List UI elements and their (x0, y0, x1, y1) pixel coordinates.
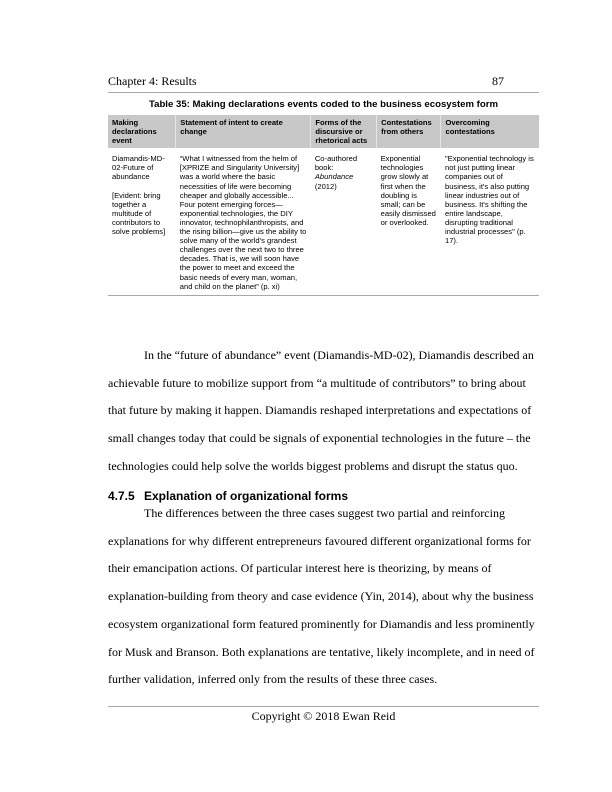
section-title: Explanation of organizational forms (144, 489, 349, 503)
column-header-forms: Forms of the discursive or rhetorical acts (311, 115, 377, 148)
event-note: [Evident: bring together a multitude of contributors to solve problems] (112, 190, 166, 236)
forms-book-title: Abundance (314, 172, 354, 182)
paragraph-line: explanations for why different entrepreneurs favoured different organizational forms for (108, 533, 531, 548)
paragraph-organizational-forms (108, 500, 540, 694)
table-header-row (108, 115, 539, 148)
paragraph-line: In the “future of abundance” event (Diamandis-MD-02), Diamandis described an (144, 348, 534, 362)
coding-table (108, 115, 539, 296)
paragraph-line: further validation, inferred only from the results of these three cases. (108, 672, 438, 687)
forms-prefix: Co-authored book: (314, 154, 358, 173)
paragraph-line: ecosystem organizational form featured prominently for Diamandis and less prominently (108, 616, 535, 631)
paragraph-line: technologies could help solve the worlds biggest problems and disrupt the status quo. (108, 458, 518, 473)
cell-event (108, 148, 176, 295)
paragraph-line: explanation-building from theory and case evidence (Yin, 2014), about why the business (108, 589, 534, 604)
paragraph-line: The differences between the three cases suggest two partial and reinforcing (144, 506, 505, 520)
copyright-footer: Copyright © 2018 Ewan Reid (251, 709, 396, 723)
event-id: Diamandis-MD-02-Future of abundance (112, 154, 165, 182)
cell-forms (311, 148, 377, 295)
column-header-overcoming: Overcoming contestations (441, 115, 539, 148)
paragraph-future-of-abundance (108, 342, 540, 481)
paragraph-line: small changes today that could be signals of exponential technologies in the future – the (108, 431, 531, 446)
table-row (108, 148, 539, 295)
paragraph-line: for Musk and Branson. Both explanations are tentative, likely incomplete, and in need of (108, 644, 535, 659)
column-header-contestations: Contestations from others (377, 115, 441, 148)
footer-rule (108, 706, 539, 707)
section-number: 4.7.5 (108, 489, 135, 503)
paragraph-line: that future by making it happen. Diamandis reshaped interpretations and expectations of (108, 403, 532, 418)
cell-overcoming: "Exponential technology is not just putting linear companies out of business, it's also putting linear industries out of business. It's shifting the entire landscape, disrupting traditional industrial processes" (p. 17). (441, 148, 539, 295)
cell-statement: “What I witnessed from the helm of [XPRIZE and Singularity University] was a world where the basic necessities of life were becoming cheaper and globally accessible... Four potent emerging forces—exponential technologies, the DIY innovator, technophilanthropists, and the rising billion—give us the ability to solve many of the world’s grandest challenges over the next two to three decades. That is, we will soon have the power to meet and exceed the basic needs of every man, woman, and child on the planet” (p. xi) (176, 148, 311, 295)
page-number: 87 (492, 74, 504, 88)
forms-year: (2012) (314, 181, 337, 191)
table-caption: Table 35: Making declarations events coded to the business ecosystem form (148, 99, 499, 110)
header-rule (108, 92, 539, 93)
paragraph-line: their emancipation actions. Of particular interest here is theorizing, by means of (108, 561, 492, 576)
paragraph-line: achievable future to mobilize support from “a multitude of contributors” to bring about (108, 375, 526, 390)
running-header (108, 74, 504, 90)
chapter-title: Chapter 4: Results (108, 74, 197, 88)
column-header-event: Making declarations event (108, 115, 176, 148)
cell-contestations: Exponential technologies grow slowly at first when the doubling is small; can be easily dismissed or overlooked. (377, 148, 441, 295)
column-header-statement: Statement of intent to create change (176, 115, 311, 148)
